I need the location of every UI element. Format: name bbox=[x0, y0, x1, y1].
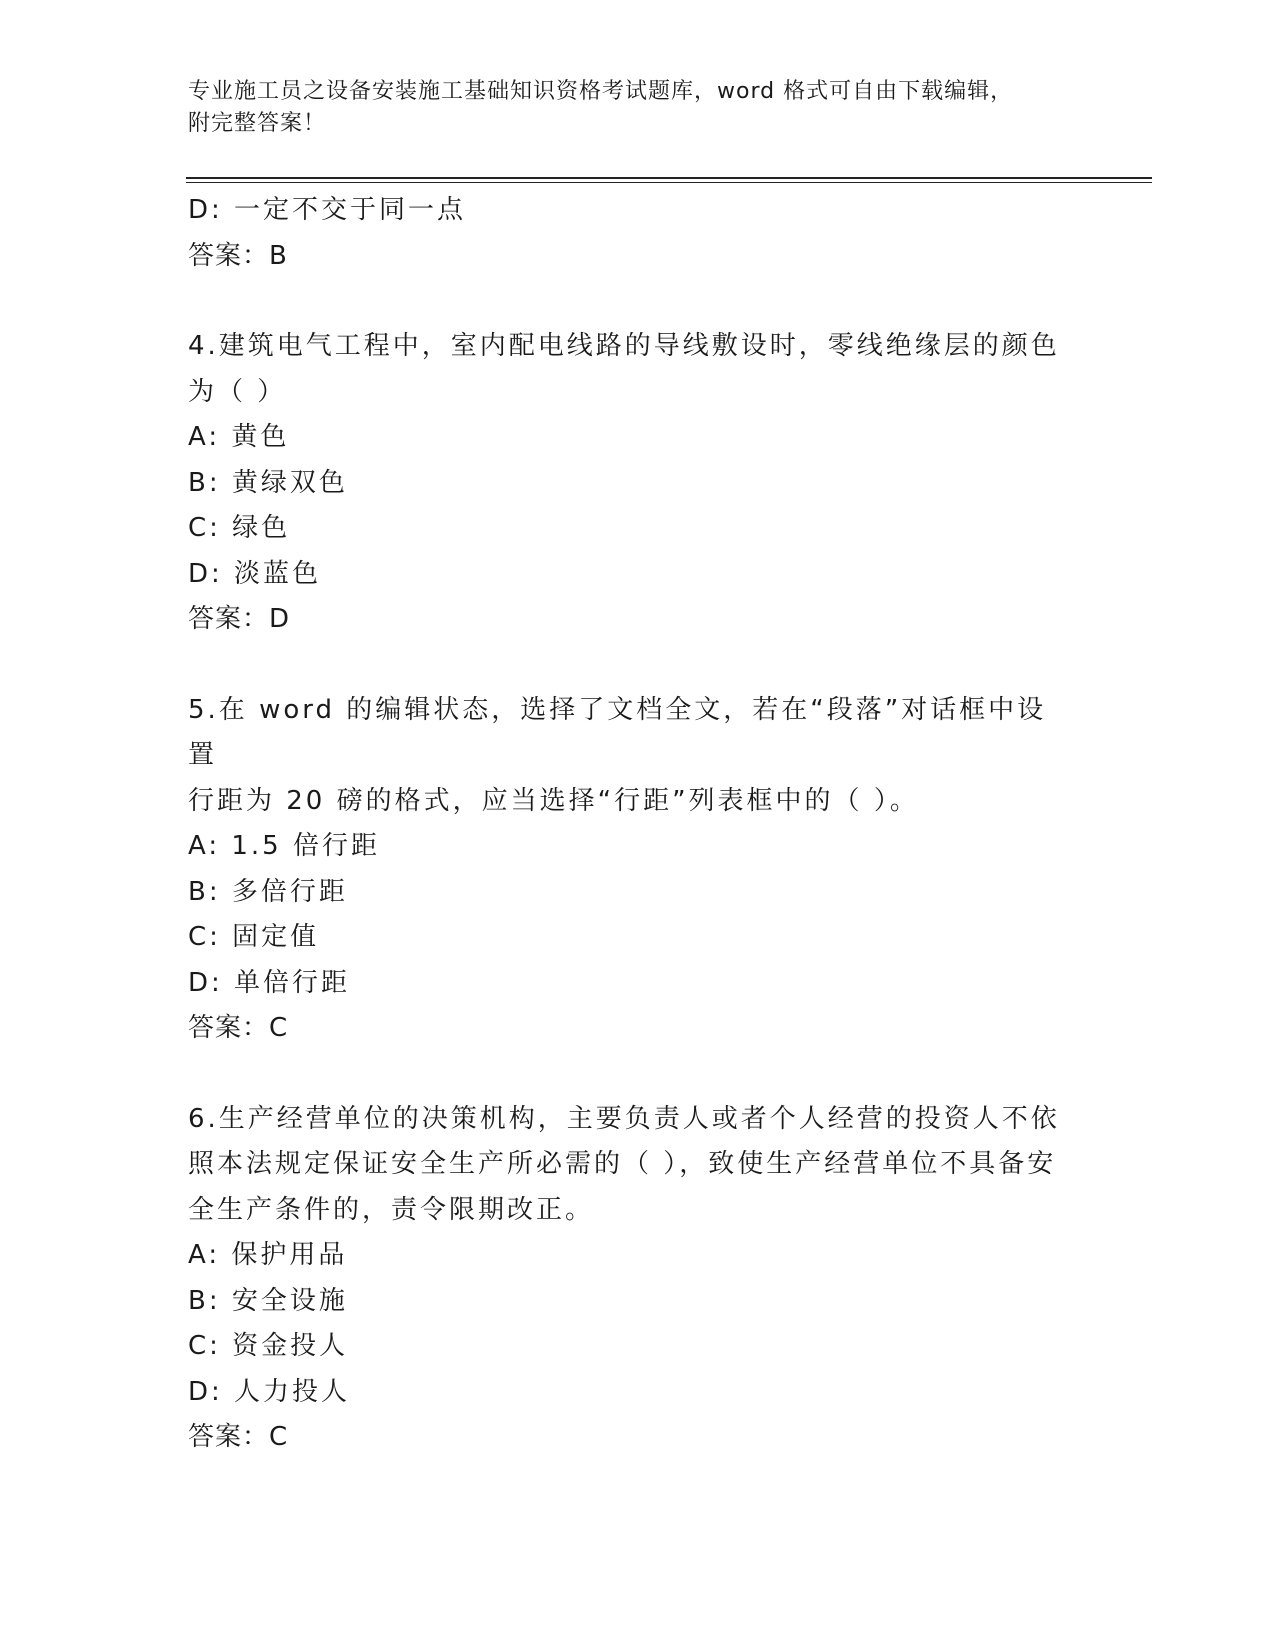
question-stem-line: 6.生产经营单位的决策机构，主要负责人或者个人经营的投资人不依 bbox=[188, 1103, 1060, 1134]
option-a: A: 黄色 bbox=[188, 422, 290, 452]
option-d: D: 淡蓝色 bbox=[188, 558, 322, 589]
question-stem-line: 照本法规定保证安全生产所必需的（ ），致使生产经营单位不具备安 bbox=[188, 1149, 1057, 1179]
header-divider-thin bbox=[186, 182, 1152, 183]
question-5 bbox=[188, 688, 1088, 1052]
option-c: C: 绿色 bbox=[188, 513, 291, 543]
header-line-2: 附完整答案！ bbox=[188, 111, 327, 136]
document-header bbox=[188, 76, 1068, 140]
spacer bbox=[188, 643, 1088, 688]
option-b: B: 黄绿双色 bbox=[188, 467, 348, 498]
question-stem-line: 全生产条件的，责令限期改正。 bbox=[188, 1194, 595, 1225]
question-6 bbox=[188, 1097, 1088, 1461]
answer-line: 答案：D bbox=[188, 604, 291, 634]
option-d: D: 一定不交于同一点 bbox=[188, 195, 467, 225]
option-a: A: 1.5 倍行距 bbox=[188, 831, 380, 861]
answer-line: 答案：C bbox=[188, 1422, 289, 1452]
option-d: D: 人力投人 bbox=[188, 1376, 351, 1407]
header-divider-thick bbox=[186, 177, 1152, 179]
option-c: C: 资金投人 bbox=[188, 1331, 349, 1361]
option-b: B: 安全设施 bbox=[188, 1285, 348, 1316]
question-3-continued bbox=[188, 188, 1088, 279]
option-d: D: 单倍行距 bbox=[188, 967, 351, 998]
answer-line: 答案：C bbox=[188, 1013, 289, 1043]
question-stem-line: 4.建筑电气工程中，室内配电线路的导线敷设时，零线绝缘层的颜色 bbox=[188, 331, 1060, 361]
question-stem-line: 5.在 word 的编辑状态，选择了文档全文，若在“段落”对话框中设置 bbox=[188, 694, 1047, 770]
option-c: C: 固定值 bbox=[188, 922, 320, 952]
question-stem-line: 为（ ） bbox=[188, 376, 287, 407]
spacer bbox=[188, 279, 1088, 324]
option-a: A: 保护用品 bbox=[188, 1240, 348, 1270]
question-stem-line: 行距为 20 磅的格式，应当选择“行距”列表框中的（ ）。 bbox=[188, 785, 919, 816]
header-line-1: 专业施工员之设备安装施工基础知识资格考试题库，word 格式可自由下载编辑， bbox=[188, 79, 1014, 104]
spacer bbox=[188, 1052, 1088, 1097]
answer-line: 答案：B bbox=[188, 240, 288, 271]
option-b: B: 多倍行距 bbox=[188, 876, 348, 907]
question-4 bbox=[188, 324, 1088, 643]
question-content bbox=[188, 188, 1088, 1461]
